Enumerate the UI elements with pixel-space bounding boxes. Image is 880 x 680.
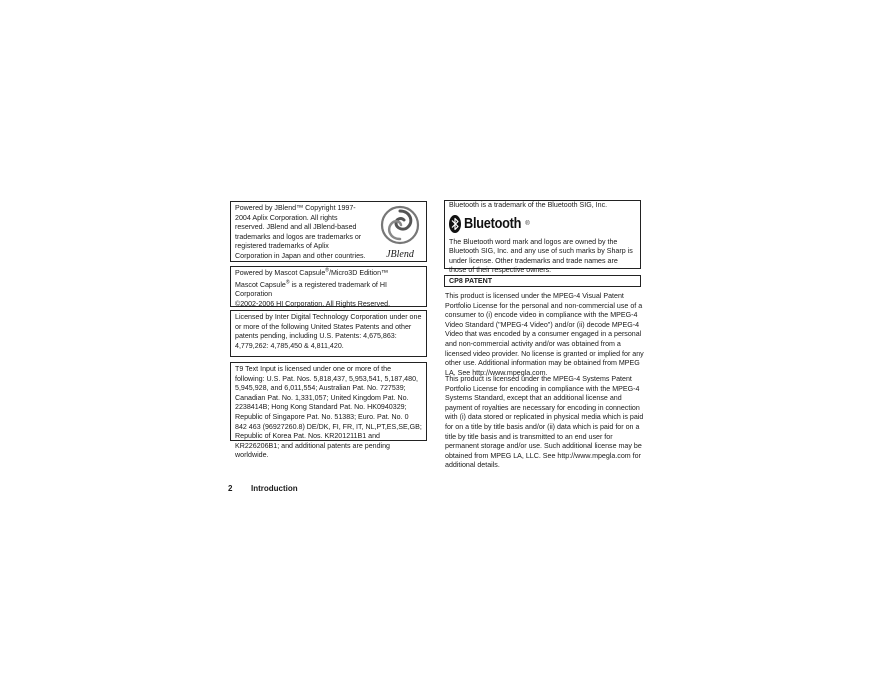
cp8-patent-heading: CP8 PATENT [449,277,493,285]
jblend-logo [380,205,420,259]
bluetooth-logo-text: Bluetooth [464,214,522,232]
mascot-line-3: ©2002-2006 HI Corporation. All Rights Reserved. [235,299,391,308]
jblend-logo-text: JBlend [386,248,414,260]
bluetooth-notice-box [444,200,641,275]
mascot-capsule-notice-box [230,266,427,307]
mascot-line-1: Powered by Mascot Capsule®/Micro3D Edition™ [235,267,389,277]
t9-notice-text: T9 Text Input is licensed under one or more of the following: U.S. Pat. Nos. 5,818,437, 5,953,541, 5,187,480, 5,945,928, and 6,011,554; Australian Pat. No. 727539; Canadian Pat. No. 1,331,057; United Kingdom Pat. No. 2238414B; Hong Kong Standard Pat. No. HK0940329; Republic of Singapore Pat. No. 51383; Euro. Pat. No. 0 842 463 (96927260.8) DE/DK, FI, FR, IT, NL,PT,ES,SE,GB; Republic of Korea Pat. Nos. KR201211B1 and KR226206B1; and additional patents are pending worldwide. [235,365,422,460]
bluetooth-heading: Bluetooth is a trademark of the Bluetooth SIG, Inc. [449,201,608,209]
mascot-line-2: Mascot Capsule® is a registered trademark of HI Corporation [235,279,387,299]
mpeg4-visual-license-paragraph [445,292,645,378]
jblend-swirl-logo-icon [380,205,420,245]
interdigital-notice-box [230,310,427,357]
mpeg4-visual-license-text: This product is licensed under the MPEG-4 Visual Patent Portfolio License for the personal and non-commercial use of a consumer to (i) encode video in compliance with the MPEG-4 Video Standard ("MPEG-4 Video") and/or (ii) decode MPEG-4 Video that was encoded by a consumer engaged in a personal and non-commercial activity and/or was obtained from a licensed video provider. No license is granted or implied for any other use. Additional information may be obtained from MPEG LA. See http://www.mpegla.com. [445,292,644,377]
bluetooth-notice-text: The Bluetooth word mark and logos are owned by the Bluetooth SIG, Inc. and any use of such marks by Sharp is under license. Other trademarks and trade names are those of their respective owners. [449,237,633,275]
mpeg4-systems-license-paragraph [445,375,645,471]
jblend-notice-box [230,201,427,262]
jblend-notice-text: Powered by JBlend™ Copyright 1997-2004 Aplix Corporation. All rights reserved. JBlend and all JBlend-based trademarks and logos are trademarks or registered trademarks of Aplix Corporation in Japan and other countries. [235,204,366,260]
interdigital-notice-text: Licensed by Inter Digital Technology Corporation under one or more of the following United States Patents and other patents pending, including U.S. Patents: 4,675,863: 4,779,262: 4,785,450 & 4,811,420. [235,313,422,350]
t9-notice-box [230,362,427,460]
cp8-patent-box [444,275,641,287]
section-title: Introduction [251,484,298,493]
bluetooth-rune-icon [449,215,461,233]
page-number: 2 [228,484,233,493]
bluetooth-logo: Bluetooth ® [449,214,636,234]
mpeg4-systems-license-text: This product is licensed under the MPEG-4 Systems Patent Portfolio License for encoding in compliance with the MPEG-4 Systems Standard, except that an additional license and payment of royalties are necessary for encoding in connection with (i) data stored or replicated in physical media which is paid for on a title by title basis and/or (ii) data which is paid for on a title by title basis and is transmitted to an end user for permanent storage and/or use. Such additional license may be obtained from MPEG LA, LLC. See http://www.mpegla.com for additional details. [445,375,644,470]
